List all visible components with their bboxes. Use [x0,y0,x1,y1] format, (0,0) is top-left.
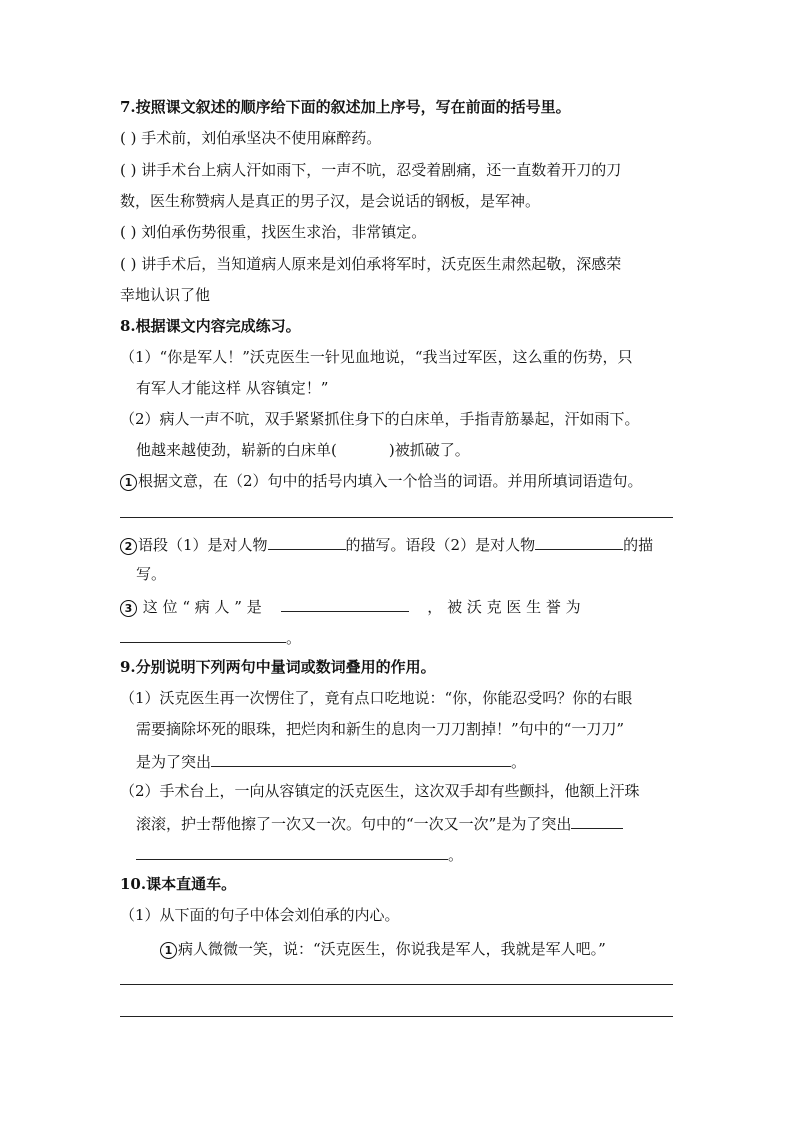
answer-blank[interactable] [535,533,623,550]
q9-title: 9.分别说明下列两句中量词或数词叠用的作用。 [120,658,436,676]
q9-sentence-2-cont [136,812,623,834]
q8-sentence-1: （1）“你是军人！”沃克医生一针见血地说，“我当过军医，这么重的伤势，只 [120,348,633,366]
q8-sub-2 [120,533,653,555]
q8-sentence-2: （2）病人一声不吭，双手紧紧抓住身下的白床单，手指青筋暴起，汗如雨下。 [120,410,640,428]
answer-paren[interactable]: ( ) [120,223,137,241]
q8-s2-before: 他越来越使劲，崭新的白床单( [136,441,337,459]
answer-line[interactable] [120,984,673,985]
q7-item-2-text: 讲手术台上病人汗如雨下，一声不吭，忍受着剧痛，还一直数着开刀的刀 [141,161,622,179]
answer-blank[interactable] [571,812,623,829]
q8-sub-1-text: 根据文意，在（2）句中的括号内填入一个恰当的词语。并用所填词语造句。 [138,472,643,490]
answer-line[interactable] [120,1016,673,1017]
q9-sentence-1-cont: 需要摘除坏死的眼珠，把烂肉和新生的息肉一刀刀割掉！”句中的“一刀刀” [136,720,625,738]
q9-sentence-2-answer [136,843,463,865]
answer-paren[interactable]: ( ) [120,129,137,147]
q8-sub-3 [120,595,581,617]
circled-number: 1 [160,942,177,959]
answer-blank[interactable] [211,750,511,767]
answer-blank[interactable] [120,626,286,643]
q9-s1-post: 。 [511,753,527,771]
q8-sub-2-pre: 语段（1）是对人物 [138,536,268,554]
q10-sub-1 [160,939,606,959]
q7-item-1-text: 手术前，刘伯承坚决不使用麻醉药。 [141,129,382,147]
q8-sentence-1-cont: 有军人才能这样 从容镇定！” [136,379,329,397]
q7-item-1 [120,128,381,148]
q8-title: 8.根据课文内容完成练习。 [120,317,301,335]
q9-sentence-1-answer [136,750,526,772]
q8-sub-1 [120,471,643,491]
answer-blank[interactable] [268,533,346,550]
q7-item-2 [120,160,621,180]
answer-paren[interactable]: ( ) [120,255,137,273]
circled-number: 1 [120,474,137,491]
q7-item-4 [120,254,621,274]
answer-blank[interactable] [136,843,448,860]
q8-sub-3-cont [120,626,301,648]
circled-number: 3 [120,600,137,617]
q9-s2-end: 。 [448,846,464,864]
q8-sub-3-mid: ， 被 沃 克 医 生 誉 为 [427,598,581,616]
q8-s2-after: )被抓破了。 [388,441,470,459]
q8-sub-3-end: 。 [286,629,302,647]
q8-sentence-2-cont [136,440,470,460]
answer-line[interactable] [120,517,673,518]
q7-item-2-cont: 数，医生称赞病人是真正的男子汉，是会说话的钢板，是军神。 [120,192,541,210]
q9-sentence-2: （2）手术台上，一向从容镇定的沃克医生，这次双手却有些颤抖，他额上汗珠 [120,782,640,800]
answer-blank[interactable] [281,595,409,612]
q9-s1-pre: 是为了突出 [136,753,212,771]
q9-s2-text: 滚滚，护士帮他擦了一次又一次。句中的“一次又一次”是为了突出 [136,815,572,833]
q10-sub-1-text: 病人微微一笑，说：“沃克医生，你说我是军人，我就是军人吧。” [178,940,606,958]
q7-item-4-text: 讲手术后，当知道病人原来是刘伯承将军时，沃克医生肃然起敬，深感荣 [141,255,622,273]
q8-sub-2-cont: 写。 [136,565,167,583]
circled-number: 2 [120,538,137,555]
q10-title: 10.课本直通车。 [120,875,237,893]
q9-sentence-1: （1）沃克医生再一次愣住了，竟有点口吃地说：“你，你能忍受吗？你的右眼 [120,689,633,707]
q7-item-3 [120,222,426,242]
q7-title: 7.按照课文叙述的顺序给下面的叙述加上序号，写在前面的括号里。 [120,98,571,116]
q8-sub-2-post: 的描 [623,536,654,554]
q7-item-4-cont: 幸地认识了他 [120,286,211,304]
answer-paren[interactable]: ( ) [120,161,137,179]
q7-item-3-text: 刘伯承伤势很重，找医生求治，非常镇定。 [141,223,427,241]
q8-sub-2-mid: 的描写。语段（2）是对人物 [345,536,536,554]
q10-sentence-1: （1）从下面的句子中体会刘伯承的内心。 [120,906,400,924]
q8-sub-3-pre: 这 位 “ 病 人 ” 是 [142,598,262,616]
